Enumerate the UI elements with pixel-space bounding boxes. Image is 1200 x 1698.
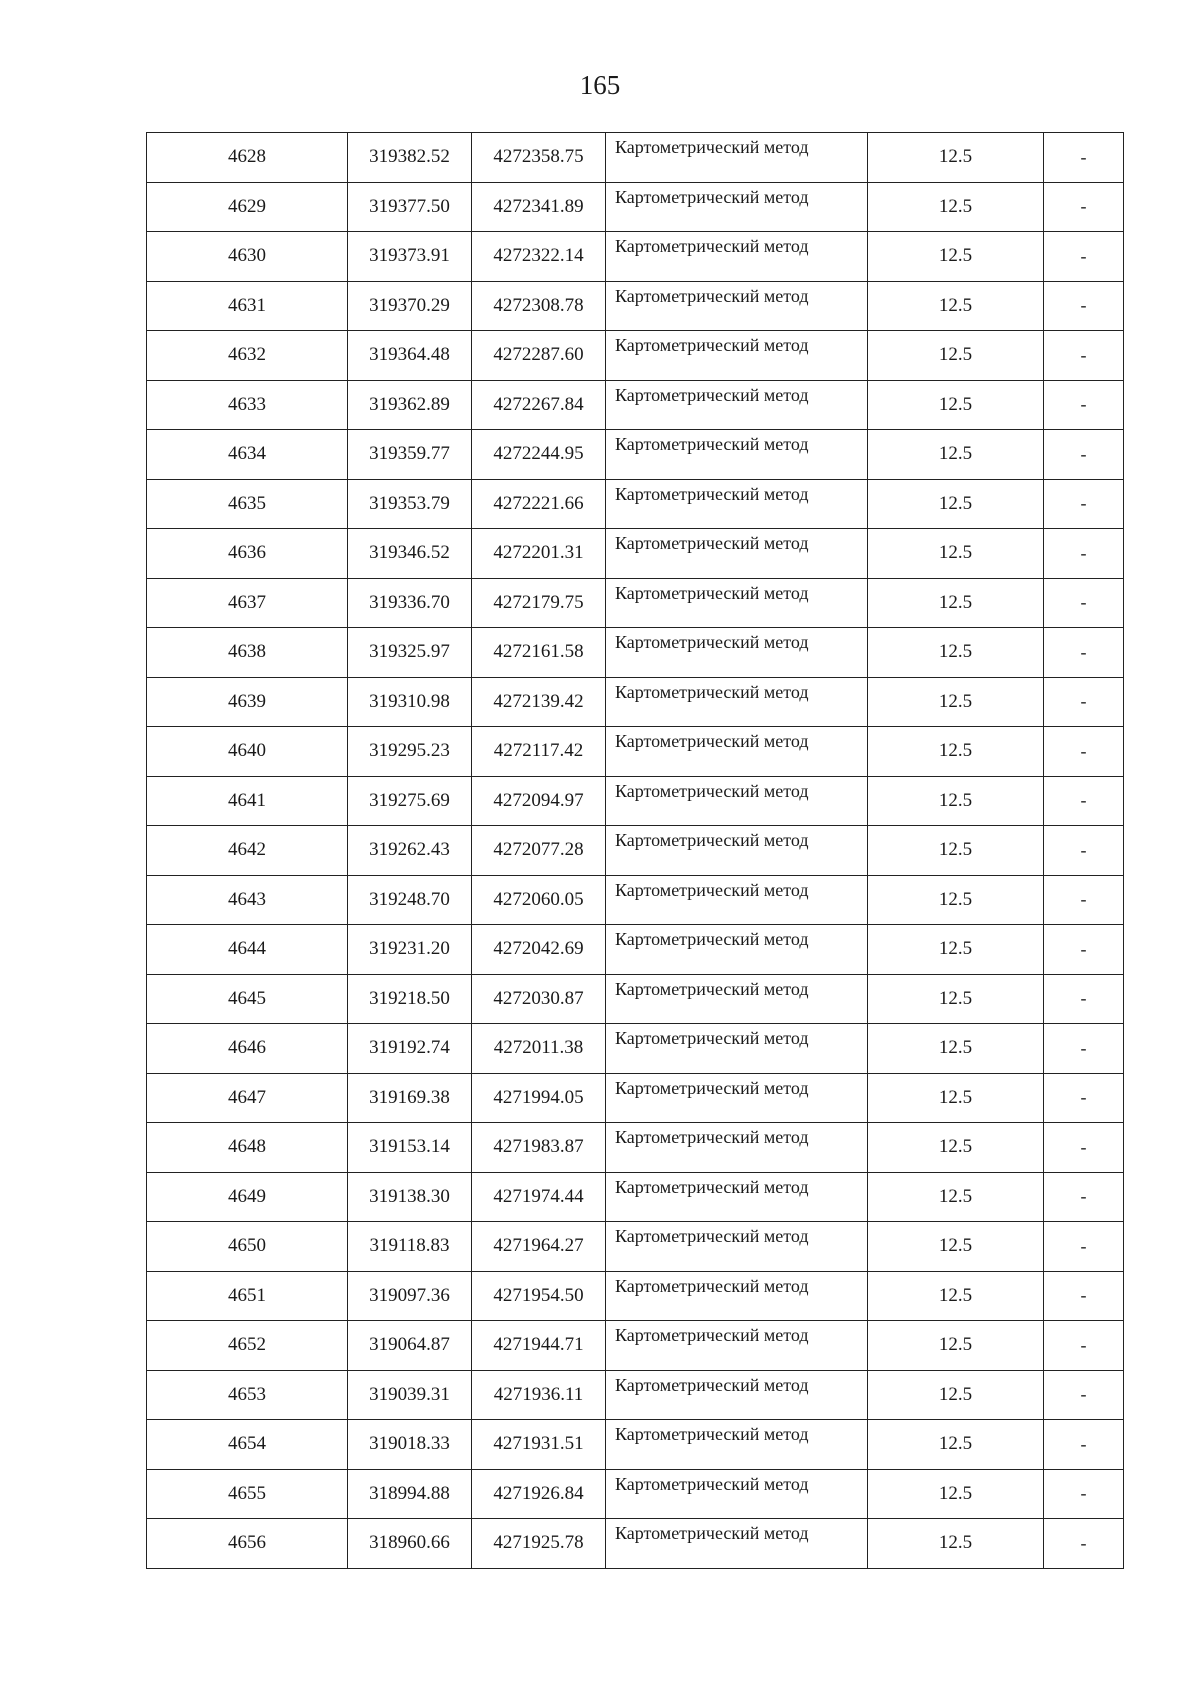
y-coordinate-cell: 4272139.42 — [472, 677, 606, 727]
x-coordinate-cell: 319169.38 — [348, 1073, 472, 1123]
table-row — [147, 1222, 1124, 1272]
table-row — [147, 133, 1124, 183]
x-coordinate-cell: 319362.89 — [348, 380, 472, 430]
x-coordinate-cell: 318960.66 — [348, 1519, 472, 1569]
point-number-cell: 4641 — [147, 776, 348, 826]
table-row — [147, 529, 1124, 579]
note-cell: - — [1044, 727, 1124, 777]
x-coordinate-cell: 319346.52 — [348, 529, 472, 579]
y-coordinate-cell: 4272179.75 — [472, 578, 606, 628]
accuracy-cell: 12.5 — [868, 1172, 1044, 1222]
table-row — [147, 331, 1124, 381]
x-coordinate-cell: 319138.30 — [348, 1172, 472, 1222]
table-row — [147, 974, 1124, 1024]
method-cell: Картометрический метод — [606, 1222, 868, 1272]
method-cell: Картометрический метод — [606, 1073, 868, 1123]
note-cell: - — [1044, 875, 1124, 925]
point-number-cell: 4637 — [147, 578, 348, 628]
note-cell: - — [1044, 677, 1124, 727]
method-cell: Картометрический метод — [606, 826, 868, 876]
y-coordinate-cell: 4272322.14 — [472, 232, 606, 282]
y-coordinate-cell: 4272077.28 — [472, 826, 606, 876]
method-cell: Картометрический метод — [606, 677, 868, 727]
note-cell: - — [1044, 1370, 1124, 1420]
table-row — [147, 1073, 1124, 1123]
table-row — [147, 826, 1124, 876]
point-number-cell: 4644 — [147, 925, 348, 975]
page-number: 165 — [579, 70, 621, 100]
accuracy-cell: 12.5 — [868, 875, 1044, 925]
method-cell: Картометрический метод — [606, 1172, 868, 1222]
note-cell: - — [1044, 1024, 1124, 1074]
method-cell: Картометрический метод — [606, 133, 868, 183]
y-coordinate-cell: 4272060.05 — [472, 875, 606, 925]
point-number-cell: 4628 — [147, 133, 348, 183]
accuracy-cell: 12.5 — [868, 1271, 1044, 1321]
accuracy-cell: 12.5 — [868, 1321, 1044, 1371]
method-cell: Картометрический метод — [606, 1123, 868, 1173]
method-cell: Картометрический метод — [606, 1271, 868, 1321]
note-cell: - — [1044, 1420, 1124, 1470]
y-coordinate-cell: 4272308.78 — [472, 281, 606, 331]
point-number-cell: 4639 — [147, 677, 348, 727]
x-coordinate-cell: 319370.29 — [348, 281, 472, 331]
note-cell: - — [1044, 1172, 1124, 1222]
x-coordinate-cell: 319248.70 — [348, 875, 472, 925]
accuracy-cell: 12.5 — [868, 1519, 1044, 1569]
point-number-cell: 4646 — [147, 1024, 348, 1074]
table-row — [147, 1370, 1124, 1420]
y-coordinate-cell: 4271974.44 — [472, 1172, 606, 1222]
accuracy-cell: 12.5 — [868, 1420, 1044, 1470]
x-coordinate-cell: 319382.52 — [348, 133, 472, 183]
x-coordinate-cell: 319359.77 — [348, 430, 472, 480]
point-number-cell: 4633 — [147, 380, 348, 430]
note-cell: - — [1044, 578, 1124, 628]
method-cell: Картометрический метод — [606, 182, 868, 232]
y-coordinate-cell: 4271926.84 — [472, 1469, 606, 1519]
y-coordinate-cell: 4271954.50 — [472, 1271, 606, 1321]
method-cell: Картометрический метод — [606, 1469, 868, 1519]
note-cell: - — [1044, 1222, 1124, 1272]
x-coordinate-cell: 319310.98 — [348, 677, 472, 727]
table-row — [147, 1420, 1124, 1470]
x-coordinate-cell: 319018.33 — [348, 1420, 472, 1470]
accuracy-cell: 12.5 — [868, 826, 1044, 876]
method-cell: Картометрический метод — [606, 875, 868, 925]
accuracy-cell: 12.5 — [868, 628, 1044, 678]
accuracy-cell: 12.5 — [868, 232, 1044, 282]
x-coordinate-cell: 319262.43 — [348, 826, 472, 876]
x-coordinate-cell: 319373.91 — [348, 232, 472, 282]
accuracy-cell: 12.5 — [868, 380, 1044, 430]
table-row — [147, 1024, 1124, 1074]
accuracy-cell: 12.5 — [868, 1222, 1044, 1272]
method-cell: Картометрический метод — [606, 430, 868, 480]
point-number-cell: 4635 — [147, 479, 348, 529]
x-coordinate-cell: 319353.79 — [348, 479, 472, 529]
accuracy-cell: 12.5 — [868, 182, 1044, 232]
accuracy-cell: 12.5 — [868, 1370, 1044, 1420]
x-coordinate-cell: 319377.50 — [348, 182, 472, 232]
x-coordinate-cell: 319295.23 — [348, 727, 472, 777]
method-cell: Картометрический метод — [606, 281, 868, 331]
point-number-cell: 4650 — [147, 1222, 348, 1272]
note-cell: - — [1044, 182, 1124, 232]
table-row — [147, 182, 1124, 232]
accuracy-cell: 12.5 — [868, 578, 1044, 628]
note-cell: - — [1044, 479, 1124, 529]
table-row — [147, 875, 1124, 925]
y-coordinate-cell: 4271931.51 — [472, 1420, 606, 1470]
note-cell: - — [1044, 380, 1124, 430]
accuracy-cell: 12.5 — [868, 776, 1044, 826]
note-cell: - — [1044, 1519, 1124, 1569]
y-coordinate-cell: 4272117.42 — [472, 727, 606, 777]
method-cell: Картометрический метод — [606, 380, 868, 430]
x-coordinate-cell: 319097.36 — [348, 1271, 472, 1321]
point-number-cell: 4649 — [147, 1172, 348, 1222]
x-coordinate-cell: 319153.14 — [348, 1123, 472, 1173]
accuracy-cell: 12.5 — [868, 1024, 1044, 1074]
y-coordinate-cell: 4271925.78 — [472, 1519, 606, 1569]
table-row — [147, 232, 1124, 282]
note-cell: - — [1044, 925, 1124, 975]
point-number-cell: 4655 — [147, 1469, 348, 1519]
accuracy-cell: 12.5 — [868, 1469, 1044, 1519]
y-coordinate-cell: 4272358.75 — [472, 133, 606, 183]
method-cell: Картометрический метод — [606, 479, 868, 529]
x-coordinate-cell: 319325.97 — [348, 628, 472, 678]
table-row — [147, 380, 1124, 430]
accuracy-cell: 12.5 — [868, 1123, 1044, 1173]
y-coordinate-cell: 4272011.38 — [472, 1024, 606, 1074]
x-coordinate-cell: 319192.74 — [348, 1024, 472, 1074]
accuracy-cell: 12.5 — [868, 331, 1044, 381]
note-cell: - — [1044, 1073, 1124, 1123]
accuracy-cell: 12.5 — [868, 281, 1044, 331]
x-coordinate-cell: 318994.88 — [348, 1469, 472, 1519]
method-cell: Картометрический метод — [606, 628, 868, 678]
point-number-cell: 4629 — [147, 182, 348, 232]
point-number-cell: 4632 — [147, 331, 348, 381]
point-number-cell: 4653 — [147, 1370, 348, 1420]
method-cell: Картометрический метод — [606, 727, 868, 777]
coordinates-table-body — [147, 133, 1124, 1569]
table-row — [147, 1469, 1124, 1519]
accuracy-cell: 12.5 — [868, 1073, 1044, 1123]
y-coordinate-cell: 4272201.31 — [472, 529, 606, 579]
point-number-cell: 4640 — [147, 727, 348, 777]
method-cell: Картометрический метод — [606, 529, 868, 579]
point-number-cell: 4630 — [147, 232, 348, 282]
coordinates-table — [146, 132, 1124, 1569]
y-coordinate-cell: 4271983.87 — [472, 1123, 606, 1173]
x-coordinate-cell: 319336.70 — [348, 578, 472, 628]
accuracy-cell: 12.5 — [868, 430, 1044, 480]
point-number-cell: 4638 — [147, 628, 348, 678]
note-cell: - — [1044, 1321, 1124, 1371]
x-coordinate-cell: 319364.48 — [348, 331, 472, 381]
note-cell: - — [1044, 529, 1124, 579]
point-number-cell: 4648 — [147, 1123, 348, 1173]
point-number-cell: 4656 — [147, 1519, 348, 1569]
accuracy-cell: 12.5 — [868, 479, 1044, 529]
note-cell: - — [1044, 974, 1124, 1024]
y-coordinate-cell: 4271936.11 — [472, 1370, 606, 1420]
y-coordinate-cell: 4272221.66 — [472, 479, 606, 529]
method-cell: Картометрический метод — [606, 776, 868, 826]
table-row — [147, 1123, 1124, 1173]
y-coordinate-cell: 4272267.84 — [472, 380, 606, 430]
table-row — [147, 1519, 1124, 1569]
y-coordinate-cell: 4272341.89 — [472, 182, 606, 232]
accuracy-cell: 12.5 — [868, 529, 1044, 579]
x-coordinate-cell: 319118.83 — [348, 1222, 472, 1272]
y-coordinate-cell: 4271944.71 — [472, 1321, 606, 1371]
x-coordinate-cell: 319231.20 — [348, 925, 472, 975]
point-number-cell: 4631 — [147, 281, 348, 331]
method-cell: Картометрический метод — [606, 1321, 868, 1371]
table-row — [147, 430, 1124, 480]
method-cell: Картометрический метод — [606, 1370, 868, 1420]
table-row — [147, 1271, 1124, 1321]
note-cell: - — [1044, 826, 1124, 876]
point-number-cell: 4634 — [147, 430, 348, 480]
table-row — [147, 281, 1124, 331]
table-row — [147, 1172, 1124, 1222]
method-cell: Картометрический метод — [606, 974, 868, 1024]
accuracy-cell: 12.5 — [868, 727, 1044, 777]
table-row — [147, 479, 1124, 529]
note-cell: - — [1044, 1469, 1124, 1519]
note-cell: - — [1044, 1123, 1124, 1173]
note-cell: - — [1044, 133, 1124, 183]
accuracy-cell: 12.5 — [868, 974, 1044, 1024]
accuracy-cell: 12.5 — [868, 133, 1044, 183]
table-row — [147, 776, 1124, 826]
method-cell: Картометрический метод — [606, 1024, 868, 1074]
table-row — [147, 578, 1124, 628]
y-coordinate-cell: 4272244.95 — [472, 430, 606, 480]
method-cell: Картометрический метод — [606, 925, 868, 975]
y-coordinate-cell: 4272042.69 — [472, 925, 606, 975]
accuracy-cell: 12.5 — [868, 677, 1044, 727]
table-row — [147, 628, 1124, 678]
point-number-cell: 4636 — [147, 529, 348, 579]
x-coordinate-cell: 319218.50 — [348, 974, 472, 1024]
note-cell: - — [1044, 1271, 1124, 1321]
point-number-cell: 4651 — [147, 1271, 348, 1321]
note-cell: - — [1044, 430, 1124, 480]
table-row — [147, 925, 1124, 975]
note-cell: - — [1044, 281, 1124, 331]
point-number-cell: 4654 — [147, 1420, 348, 1470]
x-coordinate-cell: 319064.87 — [348, 1321, 472, 1371]
y-coordinate-cell: 4272094.97 — [472, 776, 606, 826]
point-number-cell: 4642 — [147, 826, 348, 876]
point-number-cell: 4647 — [147, 1073, 348, 1123]
y-coordinate-cell: 4271994.05 — [472, 1073, 606, 1123]
note-cell: - — [1044, 331, 1124, 381]
method-cell: Картометрический метод — [606, 1420, 868, 1470]
x-coordinate-cell: 319039.31 — [348, 1370, 472, 1420]
x-coordinate-cell: 319275.69 — [348, 776, 472, 826]
point-number-cell: 4645 — [147, 974, 348, 1024]
table-row — [147, 1321, 1124, 1371]
y-coordinate-cell: 4272030.87 — [472, 974, 606, 1024]
note-cell: - — [1044, 776, 1124, 826]
method-cell: Картометрический метод — [606, 1519, 868, 1569]
note-cell: - — [1044, 628, 1124, 678]
point-number-cell: 4643 — [147, 875, 348, 925]
table-row — [147, 727, 1124, 777]
note-cell: - — [1044, 232, 1124, 282]
method-cell: Картометрический метод — [606, 331, 868, 381]
method-cell: Картометрический метод — [606, 232, 868, 282]
method-cell: Картометрический метод — [606, 578, 868, 628]
y-coordinate-cell: 4272287.60 — [472, 331, 606, 381]
table-row — [147, 677, 1124, 727]
point-number-cell: 4652 — [147, 1321, 348, 1371]
accuracy-cell: 12.5 — [868, 925, 1044, 975]
y-coordinate-cell: 4271964.27 — [472, 1222, 606, 1272]
y-coordinate-cell: 4272161.58 — [472, 628, 606, 678]
